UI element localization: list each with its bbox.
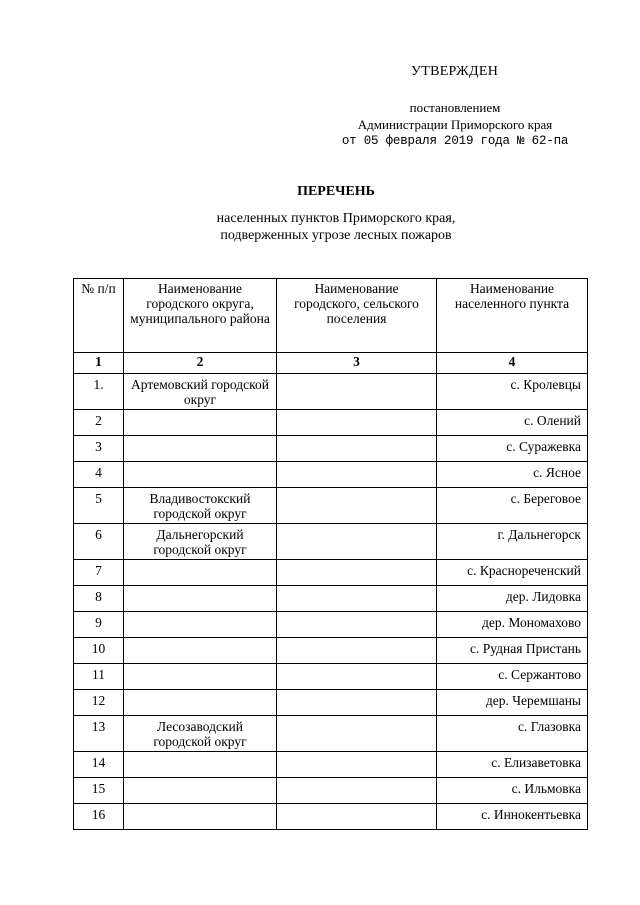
place-name: с. Ильмовка bbox=[437, 778, 588, 804]
district-name: Владивостокский городской округ bbox=[124, 488, 277, 524]
row-number: 5 bbox=[74, 488, 124, 524]
settlement-name bbox=[277, 524, 437, 560]
subtitle-line-1: населенных пунктов Приморского края, bbox=[216, 211, 456, 226]
place-name: дер. Мономахово bbox=[437, 612, 588, 638]
column-header-settlement: Наименование городского, сельского поселения bbox=[277, 279, 437, 353]
column-number-row bbox=[74, 353, 588, 374]
table-row bbox=[74, 462, 588, 488]
column-number: 2 bbox=[124, 353, 277, 374]
district-name bbox=[124, 804, 277, 830]
row-number: 6 bbox=[74, 524, 124, 560]
place-name: с. Ясное bbox=[437, 462, 588, 488]
document-subtitle bbox=[0, 210, 640, 244]
settlement-name bbox=[277, 462, 437, 488]
settlement-name bbox=[277, 752, 437, 778]
district-name bbox=[124, 664, 277, 690]
place-name: с. Иннокентьевка bbox=[437, 804, 588, 830]
table-row bbox=[74, 410, 588, 436]
table-row bbox=[74, 752, 588, 778]
settlement-name bbox=[277, 804, 437, 830]
table-row bbox=[74, 560, 588, 586]
place-name: с. Суражевка bbox=[437, 436, 588, 462]
district-name bbox=[124, 586, 277, 612]
approval-stamp: УТВЕРЖДЕН bbox=[411, 64, 499, 79]
place-name: с. Кролевцы bbox=[437, 374, 588, 410]
table-row bbox=[74, 586, 588, 612]
row-number: 12 bbox=[74, 690, 124, 716]
settlement-name bbox=[277, 778, 437, 804]
settlement-name bbox=[277, 488, 437, 524]
place-name: с. Олений bbox=[437, 410, 588, 436]
place-name: с. Глазовка bbox=[437, 716, 588, 752]
district-name bbox=[124, 410, 277, 436]
row-number: 7 bbox=[74, 560, 124, 586]
district-name: Дальнегорский городской округ bbox=[124, 524, 277, 560]
place-name: с. Краснореченский bbox=[437, 560, 588, 586]
district-name bbox=[124, 638, 277, 664]
row-number: 13 bbox=[74, 716, 124, 752]
district-name: Артемовский городской округ bbox=[124, 374, 277, 410]
district-name bbox=[124, 612, 277, 638]
settlement-name bbox=[277, 638, 437, 664]
settlement-name bbox=[277, 690, 437, 716]
place-name: с. Елизаветовка bbox=[437, 752, 588, 778]
place-name: дер. Лидовка bbox=[437, 586, 588, 612]
district-name bbox=[124, 690, 277, 716]
decree-line-1: постановлением bbox=[409, 100, 501, 115]
place-name: г. Дальнегорск bbox=[437, 524, 588, 560]
place-name: с. Береговое bbox=[437, 488, 588, 524]
settlement-name bbox=[277, 716, 437, 752]
column-header-district: Наименование городского округа, муниципального района bbox=[124, 279, 277, 353]
settlements-table bbox=[73, 278, 588, 830]
table-row bbox=[74, 436, 588, 462]
table-row bbox=[74, 524, 588, 560]
row-number: 2 bbox=[74, 410, 124, 436]
district-name bbox=[124, 560, 277, 586]
settlement-name bbox=[277, 374, 437, 410]
row-number: 3 bbox=[74, 436, 124, 462]
document-title: ПЕРЕЧЕНЬ bbox=[297, 184, 375, 199]
district-name bbox=[124, 778, 277, 804]
row-number: 15 bbox=[74, 778, 124, 804]
table-row bbox=[74, 778, 588, 804]
place-name: дер. Черемшаны bbox=[437, 690, 588, 716]
table-row bbox=[74, 612, 588, 638]
column-header-number: № п/п bbox=[74, 279, 124, 353]
row-number: 14 bbox=[74, 752, 124, 778]
row-number: 9 bbox=[74, 612, 124, 638]
table-row bbox=[74, 638, 588, 664]
settlement-name bbox=[277, 612, 437, 638]
table-row bbox=[74, 804, 588, 830]
place-name: с. Рудная Пристань bbox=[437, 638, 588, 664]
settlement-name bbox=[277, 586, 437, 612]
row-number: 10 bbox=[74, 638, 124, 664]
decree-reference bbox=[340, 99, 570, 150]
table-body bbox=[74, 374, 588, 830]
subtitle-line-2: подверженных угрозе лесных пожаров bbox=[220, 228, 452, 243]
row-number: 11 bbox=[74, 664, 124, 690]
settlement-name bbox=[277, 436, 437, 462]
row-number: 8 bbox=[74, 586, 124, 612]
settlement-name bbox=[277, 410, 437, 436]
table-row bbox=[74, 664, 588, 690]
table-row bbox=[74, 374, 588, 410]
column-number: 1 bbox=[74, 353, 124, 374]
column-header-place: Наименование населенного пункта bbox=[437, 279, 588, 353]
district-name: Лесозаводский городской округ bbox=[124, 716, 277, 752]
row-number: 1. bbox=[74, 374, 124, 410]
table-row bbox=[74, 488, 588, 524]
district-name bbox=[124, 462, 277, 488]
place-name: с. Сержантово bbox=[437, 664, 588, 690]
settlement-name bbox=[277, 664, 437, 690]
row-number: 4 bbox=[74, 462, 124, 488]
column-number: 4 bbox=[437, 353, 588, 374]
table-row bbox=[74, 716, 588, 752]
table-header-row bbox=[74, 279, 588, 353]
settlement-name bbox=[277, 560, 437, 586]
row-number: 16 bbox=[74, 804, 124, 830]
decree-line-2: Администрации Приморского края bbox=[357, 117, 553, 132]
column-number: 3 bbox=[277, 353, 437, 374]
decree-date: от 05 февраля 2019 года № 62-па bbox=[341, 134, 569, 148]
district-name bbox=[124, 436, 277, 462]
table-row bbox=[74, 690, 588, 716]
district-name bbox=[124, 752, 277, 778]
